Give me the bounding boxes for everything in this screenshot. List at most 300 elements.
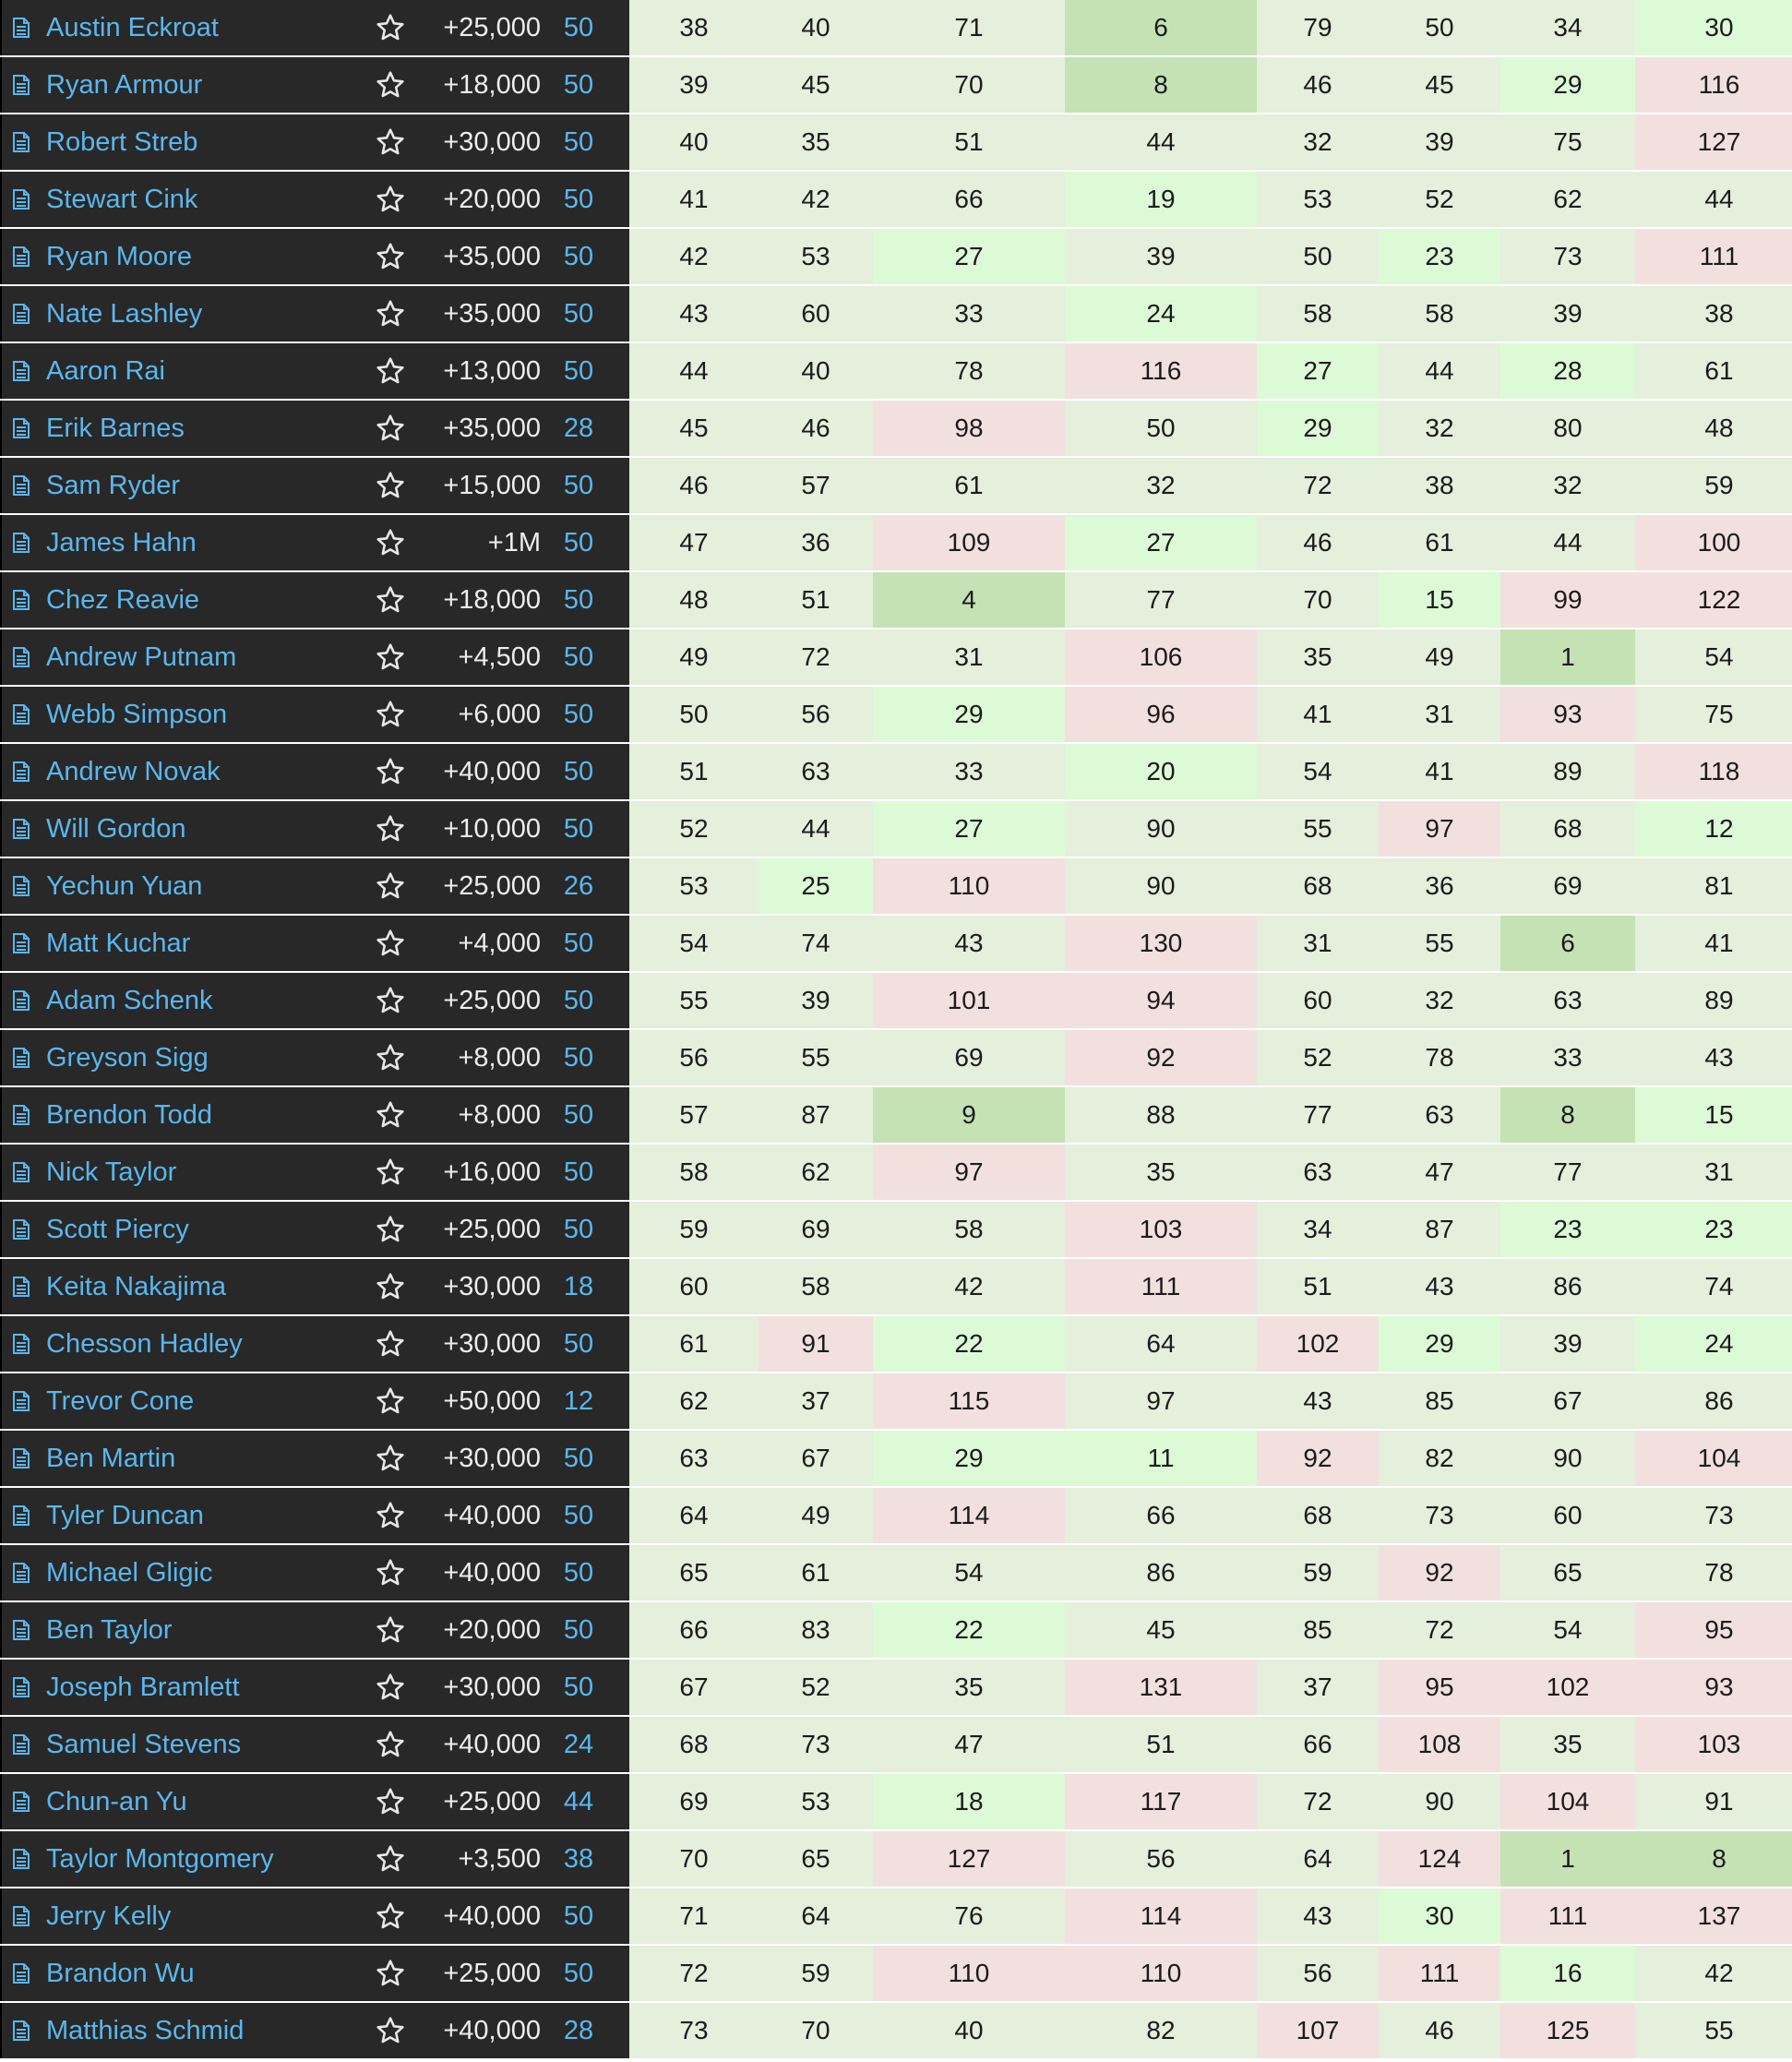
- star-icon[interactable]: [375, 1443, 406, 1474]
- rounds-count-link[interactable]: 28: [563, 414, 594, 443]
- star-icon[interactable]: [375, 1157, 406, 1188]
- rounds-count-link[interactable]: 18: [563, 1272, 594, 1301]
- odds-value: +13,000: [443, 356, 541, 386]
- star-icon[interactable]: [375, 756, 406, 787]
- stat-cell: 92: [1257, 1431, 1379, 1486]
- stat-cell: 23: [1635, 1202, 1792, 1257]
- rounds-count-link[interactable]: 50: [563, 528, 594, 557]
- document-icon[interactable]: [13, 1505, 30, 1526]
- document-icon[interactable]: [13, 533, 30, 553]
- player-info-cell: [0, 458, 629, 513]
- stat-cell: 60: [759, 286, 873, 342]
- document-icon[interactable]: [13, 876, 30, 896]
- document-icon[interactable]: [13, 418, 30, 438]
- document-icon[interactable]: [13, 761, 30, 782]
- stat-cell: 63: [759, 744, 873, 799]
- star-icon[interactable]: [375, 584, 406, 616]
- rounds-count-link[interactable]: 50: [563, 1215, 594, 1244]
- stat-cell: 90: [1065, 801, 1257, 857]
- stat-cell: 98: [873, 401, 1065, 456]
- table-row: [0, 1316, 1792, 1372]
- rounds-count-link[interactable]: 50: [563, 700, 594, 729]
- stat-cell: 131: [1065, 1660, 1257, 1715]
- star-icon[interactable]: [375, 69, 406, 101]
- star-icon[interactable]: [375, 985, 406, 1016]
- rounds-count-link[interactable]: 50: [563, 1100, 594, 1130]
- stat-cell: 51: [1257, 1259, 1379, 1314]
- rounds-count-link[interactable]: 50: [563, 814, 594, 844]
- rounds-count-link[interactable]: 44: [563, 1787, 594, 1816]
- rounds-count-link[interactable]: 50: [563, 299, 594, 329]
- stat-cell: 71: [873, 0, 1065, 55]
- table-row: [0, 1431, 1792, 1486]
- stat-cell: 60: [1257, 973, 1379, 1028]
- player-name-link[interactable]: Greyson Sigg: [46, 1043, 209, 1073]
- rounds-count-link[interactable]: 26: [563, 871, 594, 901]
- stat-cell: 125: [1500, 2003, 1635, 2058]
- stat-cell: 100: [1635, 515, 1792, 570]
- player-info-cell: [0, 1259, 629, 1314]
- player-name-link[interactable]: Michael Gligic: [46, 1558, 213, 1588]
- player-name-link[interactable]: Chun-an Yu: [46, 1787, 187, 1816]
- stat-cell: 47: [873, 1717, 1065, 1772]
- star-icon[interactable]: [375, 1672, 406, 1703]
- stat-cell: 97: [873, 1145, 1065, 1200]
- rounds-count-link[interactable]: 50: [563, 1959, 594, 1988]
- player-name-link[interactable]: Brendon Todd: [46, 1100, 213, 1130]
- rounds-count-link[interactable]: 50: [563, 986, 594, 1015]
- document-icon[interactable]: [13, 1963, 30, 1984]
- stat-cell: 8: [1065, 57, 1257, 113]
- stat-cell: 65: [759, 1831, 873, 1887]
- stat-cell: 64: [759, 1888, 873, 1944]
- player-name-link[interactable]: Robert Streb: [46, 127, 198, 157]
- player-name-link[interactable]: Chez Reavie: [46, 585, 200, 615]
- stat-cell: 45: [759, 57, 873, 113]
- stat-cell: 90: [1500, 1431, 1635, 1486]
- table-row: [0, 572, 1792, 628]
- player-name-link[interactable]: Nick Taylor: [46, 1157, 177, 1187]
- star-icon[interactable]: [375, 1500, 406, 1531]
- stat-cell: 102: [1500, 1660, 1635, 1715]
- document-icon[interactable]: [13, 1334, 30, 1354]
- rounds-count-link[interactable]: 50: [563, 13, 594, 42]
- stat-cell: 53: [759, 1774, 873, 1829]
- star-icon[interactable]: [375, 527, 406, 558]
- document-icon[interactable]: [13, 990, 30, 1011]
- stat-cell: 30: [1379, 1888, 1500, 1944]
- stat-cell: 54: [1635, 629, 1792, 685]
- star-icon[interactable]: [375, 641, 406, 673]
- stat-cell: 94: [1065, 973, 1257, 1028]
- odds-value: +50,000: [443, 1386, 541, 1416]
- rounds-count-link[interactable]: 50: [563, 1043, 594, 1073]
- document-icon[interactable]: [13, 361, 30, 381]
- player-info-cell: [0, 1660, 629, 1715]
- player-info-cell: [0, 1087, 629, 1143]
- stat-cell: 82: [1065, 2003, 1257, 2058]
- player-name-link[interactable]: Aaron Rai: [46, 356, 165, 386]
- player-name-link[interactable]: Brandon Wu: [46, 1959, 195, 1988]
- odds-value: +25,000: [443, 986, 541, 1015]
- stat-cell: 111: [1635, 229, 1792, 284]
- stat-cell: 68: [1257, 1488, 1379, 1543]
- odds-value: +25,000: [443, 1215, 541, 1244]
- document-icon[interactable]: [13, 475, 30, 496]
- star-icon[interactable]: [375, 1099, 406, 1131]
- stat-cell: 64: [1257, 1831, 1379, 1887]
- stat-cell: 103: [1065, 1202, 1257, 1257]
- rounds-count-link[interactable]: 50: [563, 757, 594, 786]
- stat-cell: 110: [873, 1946, 1065, 2001]
- stat-cell: 66: [873, 172, 1065, 227]
- stat-cell: 86: [1500, 1259, 1635, 1314]
- star-icon[interactable]: [375, 1385, 406, 1417]
- rank-cell: 55: [629, 973, 759, 1028]
- rounds-count-link[interactable]: 50: [563, 1157, 594, 1187]
- stat-cell: 4: [873, 572, 1065, 628]
- player-name-link[interactable]: Will Gordon: [46, 814, 186, 844]
- star-icon[interactable]: [375, 241, 406, 272]
- rounds-count-link[interactable]: 50: [563, 1615, 594, 1645]
- stat-cell: 39: [759, 973, 873, 1028]
- stat-cell: 43: [1635, 1030, 1792, 1085]
- player-name-link[interactable]: Samuel Stevens: [46, 1730, 242, 1759]
- stat-cell: 124: [1379, 1831, 1500, 1887]
- stat-cell: 111: [1065, 1259, 1257, 1314]
- stat-cell: 73: [1500, 229, 1635, 284]
- stat-cell: 46: [1379, 2003, 1500, 2058]
- stat-cell: 19: [1065, 172, 1257, 227]
- document-icon[interactable]: [13, 1219, 30, 1240]
- table-row: [0, 0, 1792, 55]
- stat-cell: 15: [1379, 572, 1500, 628]
- star-icon[interactable]: [375, 355, 406, 387]
- stat-cell: 20: [1065, 744, 1257, 799]
- star-icon[interactable]: [375, 928, 406, 959]
- player-name-link[interactable]: Tyler Duncan: [46, 1501, 204, 1530]
- document-icon[interactable]: [13, 1677, 30, 1697]
- player-name-link[interactable]: Jerry Kelly: [46, 1901, 172, 1931]
- star-icon[interactable]: [375, 413, 406, 444]
- document-icon[interactable]: [13, 1048, 30, 1068]
- player-name-link[interactable]: Taylor Montgomery: [46, 1844, 274, 1874]
- star-icon[interactable]: [375, 126, 406, 158]
- star-icon[interactable]: [375, 813, 406, 845]
- stat-cell: 55: [759, 1030, 873, 1085]
- rounds-count-link[interactable]: 50: [563, 585, 594, 615]
- player-name-link[interactable]: Ryan Armour: [46, 70, 203, 100]
- stat-cell: 46: [1257, 57, 1379, 113]
- player-info-cell: [0, 1888, 629, 1944]
- star-icon[interactable]: [375, 184, 406, 215]
- document-icon[interactable]: [13, 1792, 30, 1812]
- player-name-link[interactable]: Webb Simpson: [46, 700, 228, 729]
- stat-cell: 77: [1500, 1145, 1635, 1200]
- rank-cell: 66: [629, 1602, 759, 1658]
- stat-cell: 75: [1635, 687, 1792, 742]
- stat-cell: 66: [1065, 1488, 1257, 1543]
- stat-cell: 59: [759, 1946, 873, 2001]
- stat-cell: 75: [1500, 114, 1635, 170]
- rounds-count-link[interactable]: 50: [563, 1501, 594, 1530]
- stat-cell: 41: [1635, 916, 1792, 971]
- rounds-count-link[interactable]: 12: [563, 1386, 594, 1416]
- document-icon[interactable]: [13, 18, 30, 38]
- player-info-cell: [0, 57, 629, 113]
- odds-value: +4,500: [458, 642, 541, 672]
- table-row: [0, 801, 1792, 857]
- stat-cell: 44: [759, 801, 873, 857]
- odds-value: +18,000: [443, 70, 541, 100]
- star-icon[interactable]: [375, 1786, 406, 1817]
- stat-cell: 116: [1635, 57, 1792, 113]
- rank-cell: 51: [629, 744, 759, 799]
- stat-cell: 90: [1379, 1774, 1500, 1829]
- stat-cell: 45: [1065, 1602, 1257, 1658]
- star-icon[interactable]: [375, 1328, 406, 1360]
- stat-cell: 39: [1065, 229, 1257, 284]
- rounds-count-link[interactable]: 50: [563, 1329, 594, 1359]
- star-icon[interactable]: [375, 1958, 406, 1989]
- player-info-cell: [0, 2003, 629, 2058]
- document-icon[interactable]: [13, 1448, 30, 1469]
- player-info-cell: [0, 1545, 629, 1600]
- document-icon[interactable]: [13, 1162, 30, 1182]
- rounds-count-link[interactable]: 38: [563, 1844, 594, 1874]
- player-info-cell: [0, 1145, 629, 1200]
- table-row: [0, 744, 1792, 799]
- stat-cell: 87: [759, 1087, 873, 1143]
- stat-cell: 31: [1257, 916, 1379, 971]
- player-info-cell: [0, 687, 629, 742]
- stat-cell: 86: [1065, 1545, 1257, 1600]
- document-icon[interactable]: [13, 704, 30, 725]
- stat-cell: 44: [1635, 172, 1792, 227]
- table-row: [0, 916, 1792, 971]
- stat-cell: 127: [1635, 114, 1792, 170]
- stat-cell: 81: [1635, 858, 1792, 914]
- star-icon[interactable]: [375, 1271, 406, 1302]
- player-info-cell: [0, 1831, 629, 1887]
- player-name-link[interactable]: Andrew Novak: [46, 757, 221, 786]
- rounds-count-link[interactable]: 50: [563, 642, 594, 672]
- rounds-count-link[interactable]: 50: [563, 471, 594, 500]
- player-info-cell: [0, 1373, 629, 1429]
- player-name-link[interactable]: Nate Lashley: [46, 299, 203, 329]
- player-info-cell: [0, 973, 629, 1028]
- stat-cell: 95: [1635, 1602, 1792, 1658]
- odds-value: +8,000: [458, 1043, 541, 1073]
- rank-cell: 57: [629, 1087, 759, 1143]
- stat-cell: 58: [1257, 286, 1379, 342]
- player-name-link[interactable]: Erik Barnes: [46, 414, 185, 443]
- document-icon[interactable]: [13, 189, 30, 210]
- rounds-count-link[interactable]: 50: [563, 356, 594, 386]
- star-icon[interactable]: [375, 1729, 406, 1760]
- table-row: [0, 458, 1792, 513]
- player-name-link[interactable]: Ben Martin: [46, 1444, 176, 1473]
- stat-cell: 47: [1379, 1145, 1500, 1200]
- star-icon[interactable]: [375, 2015, 406, 2046]
- odds-value: +6,000: [458, 700, 541, 729]
- stat-cell: 55: [1257, 801, 1379, 857]
- table-row: [0, 1774, 1792, 1829]
- stat-cell: 92: [1379, 1545, 1500, 1600]
- rounds-count-link[interactable]: 50: [563, 1901, 594, 1931]
- rounds-count-link[interactable]: 50: [563, 242, 594, 271]
- stat-cell: 130: [1065, 916, 1257, 971]
- player-name-link[interactable]: Adam Schenk: [46, 986, 213, 1015]
- star-icon[interactable]: [375, 470, 406, 501]
- stat-cell: 44: [1379, 343, 1500, 399]
- stat-cell: 34: [1500, 0, 1635, 55]
- document-icon[interactable]: [13, 1277, 30, 1297]
- star-icon[interactable]: [375, 1900, 406, 1932]
- table-row: [0, 229, 1792, 284]
- rank-cell: 64: [629, 1488, 759, 1543]
- document-icon[interactable]: [13, 590, 30, 610]
- stat-cell: 49: [759, 1488, 873, 1543]
- rounds-count-link[interactable]: 24: [563, 1730, 594, 1759]
- stat-cell: 93: [1500, 687, 1635, 742]
- stat-cell: 39: [1379, 114, 1500, 170]
- rounds-count-link[interactable]: 50: [563, 1444, 594, 1473]
- document-icon[interactable]: [13, 1849, 30, 1869]
- star-icon[interactable]: [375, 1843, 406, 1875]
- odds-value: +30,000: [443, 1672, 541, 1702]
- table-row: [0, 1660, 1792, 1715]
- player-name-link[interactable]: Trevor Cone: [46, 1386, 195, 1416]
- player-info-cell: [0, 1030, 629, 1085]
- stat-cell: 118: [1635, 744, 1792, 799]
- player-name-link[interactable]: Stewart Cink: [46, 185, 198, 214]
- star-icon[interactable]: [375, 1214, 406, 1245]
- document-icon[interactable]: [13, 304, 30, 324]
- stat-cell: 95: [1379, 1660, 1500, 1715]
- document-icon[interactable]: [13, 1906, 30, 1926]
- stat-cell: 32: [1500, 458, 1635, 513]
- player-info-cell: [0, 801, 629, 857]
- table-row: [0, 114, 1792, 170]
- rank-cell: 70: [629, 1831, 759, 1887]
- stat-cell: 58: [759, 1259, 873, 1314]
- rounds-count-link[interactable]: 50: [563, 1672, 594, 1702]
- player-name-link[interactable]: Ryan Moore: [46, 242, 192, 271]
- stat-cell: 101: [873, 973, 1065, 1028]
- player-name-link[interactable]: Chesson Hadley: [46, 1329, 243, 1359]
- star-icon[interactable]: [375, 298, 406, 330]
- table-row: [0, 1946, 1792, 2001]
- player-name-link[interactable]: Matthias Schmid: [46, 2016, 245, 2045]
- player-name-link[interactable]: Austin Eckroat: [46, 13, 219, 42]
- stat-cell: 43: [873, 916, 1065, 971]
- rank-cell: 67: [629, 1660, 759, 1715]
- player-name-link[interactable]: Keita Nakajima: [46, 1272, 227, 1301]
- stat-cell: 38: [1379, 458, 1500, 513]
- star-icon[interactable]: [375, 1557, 406, 1588]
- rounds-count-link[interactable]: 50: [563, 70, 594, 100]
- stat-cell: 31: [1379, 687, 1500, 742]
- document-icon[interactable]: [13, 1620, 30, 1640]
- document-icon[interactable]: [13, 1563, 30, 1583]
- stat-cell: 23: [1500, 1202, 1635, 1257]
- stat-cell: 72: [759, 629, 873, 685]
- player-name-link[interactable]: Matt Kuchar: [46, 929, 191, 958]
- player-info-cell: [0, 515, 629, 570]
- rounds-count-link[interactable]: 50: [563, 127, 594, 157]
- player-name-link[interactable]: Ben Taylor: [46, 1615, 173, 1645]
- stat-cell: 40: [873, 2003, 1065, 2058]
- odds-value: +40,000: [443, 1501, 541, 1530]
- stat-cell: 57: [759, 458, 873, 513]
- stat-cell: 27: [873, 229, 1065, 284]
- document-icon[interactable]: [13, 132, 30, 152]
- stat-cell: 74: [1635, 1259, 1792, 1314]
- player-name-link[interactable]: James Hahn: [46, 528, 197, 557]
- odds-value: +30,000: [443, 1272, 541, 1301]
- rank-cell: 73: [629, 2003, 759, 2058]
- stat-cell: 35: [873, 1660, 1065, 1715]
- stat-cell: 92: [1065, 1030, 1257, 1085]
- star-icon[interactable]: [375, 1042, 406, 1073]
- stat-cell: 89: [1635, 973, 1792, 1028]
- player-info-cell: [0, 401, 629, 456]
- stat-cell: 28: [1500, 343, 1635, 399]
- player-name-link[interactable]: Andrew Putnam: [46, 642, 237, 672]
- stat-cell: 69: [873, 1030, 1065, 1085]
- document-icon[interactable]: [13, 2020, 30, 2041]
- document-icon[interactable]: [13, 246, 30, 267]
- rounds-count-link[interactable]: 50: [563, 185, 594, 214]
- document-icon[interactable]: [13, 1105, 30, 1125]
- stat-cell: 29: [873, 687, 1065, 742]
- table-row: [0, 629, 1792, 685]
- player-name-link[interactable]: Yechun Yuan: [46, 871, 203, 901]
- star-icon[interactable]: [375, 870, 406, 902]
- odds-value: +1M: [487, 528, 541, 557]
- player-name-link[interactable]: Scott Piercy: [46, 1215, 189, 1244]
- rank-cell: 72: [629, 1946, 759, 2001]
- star-icon[interactable]: [375, 1614, 406, 1646]
- player-name-link[interactable]: Joseph Bramlett: [46, 1672, 240, 1702]
- player-name-link[interactable]: Sam Ryder: [46, 471, 181, 500]
- stat-cell: 55: [1635, 2003, 1792, 2058]
- star-icon[interactable]: [375, 12, 406, 43]
- stat-cell: 35: [1065, 1145, 1257, 1200]
- document-icon[interactable]: [13, 1391, 30, 1411]
- player-info-cell: [0, 229, 629, 284]
- document-icon[interactable]: [13, 647, 30, 667]
- stat-cell: 8: [1500, 1087, 1635, 1143]
- stat-cell: 41: [1257, 687, 1379, 742]
- odds-value: +25,000: [443, 1787, 541, 1816]
- stat-cell: 76: [873, 1888, 1065, 1944]
- rounds-count-link[interactable]: 50: [563, 929, 594, 958]
- stat-cell: 64: [1065, 1316, 1257, 1372]
- table-row: [0, 343, 1792, 399]
- stat-cell: 58: [873, 1202, 1065, 1257]
- document-icon[interactable]: [13, 819, 30, 839]
- stat-cell: 96: [1065, 687, 1257, 742]
- rounds-count-link[interactable]: 50: [563, 1558, 594, 1588]
- document-icon[interactable]: [13, 933, 30, 953]
- document-icon[interactable]: [13, 1734, 30, 1755]
- stat-cell: 8: [1635, 1831, 1792, 1887]
- star-icon[interactable]: [375, 699, 406, 730]
- document-icon[interactable]: [13, 75, 30, 95]
- rounds-count-link[interactable]: 28: [563, 2016, 594, 2045]
